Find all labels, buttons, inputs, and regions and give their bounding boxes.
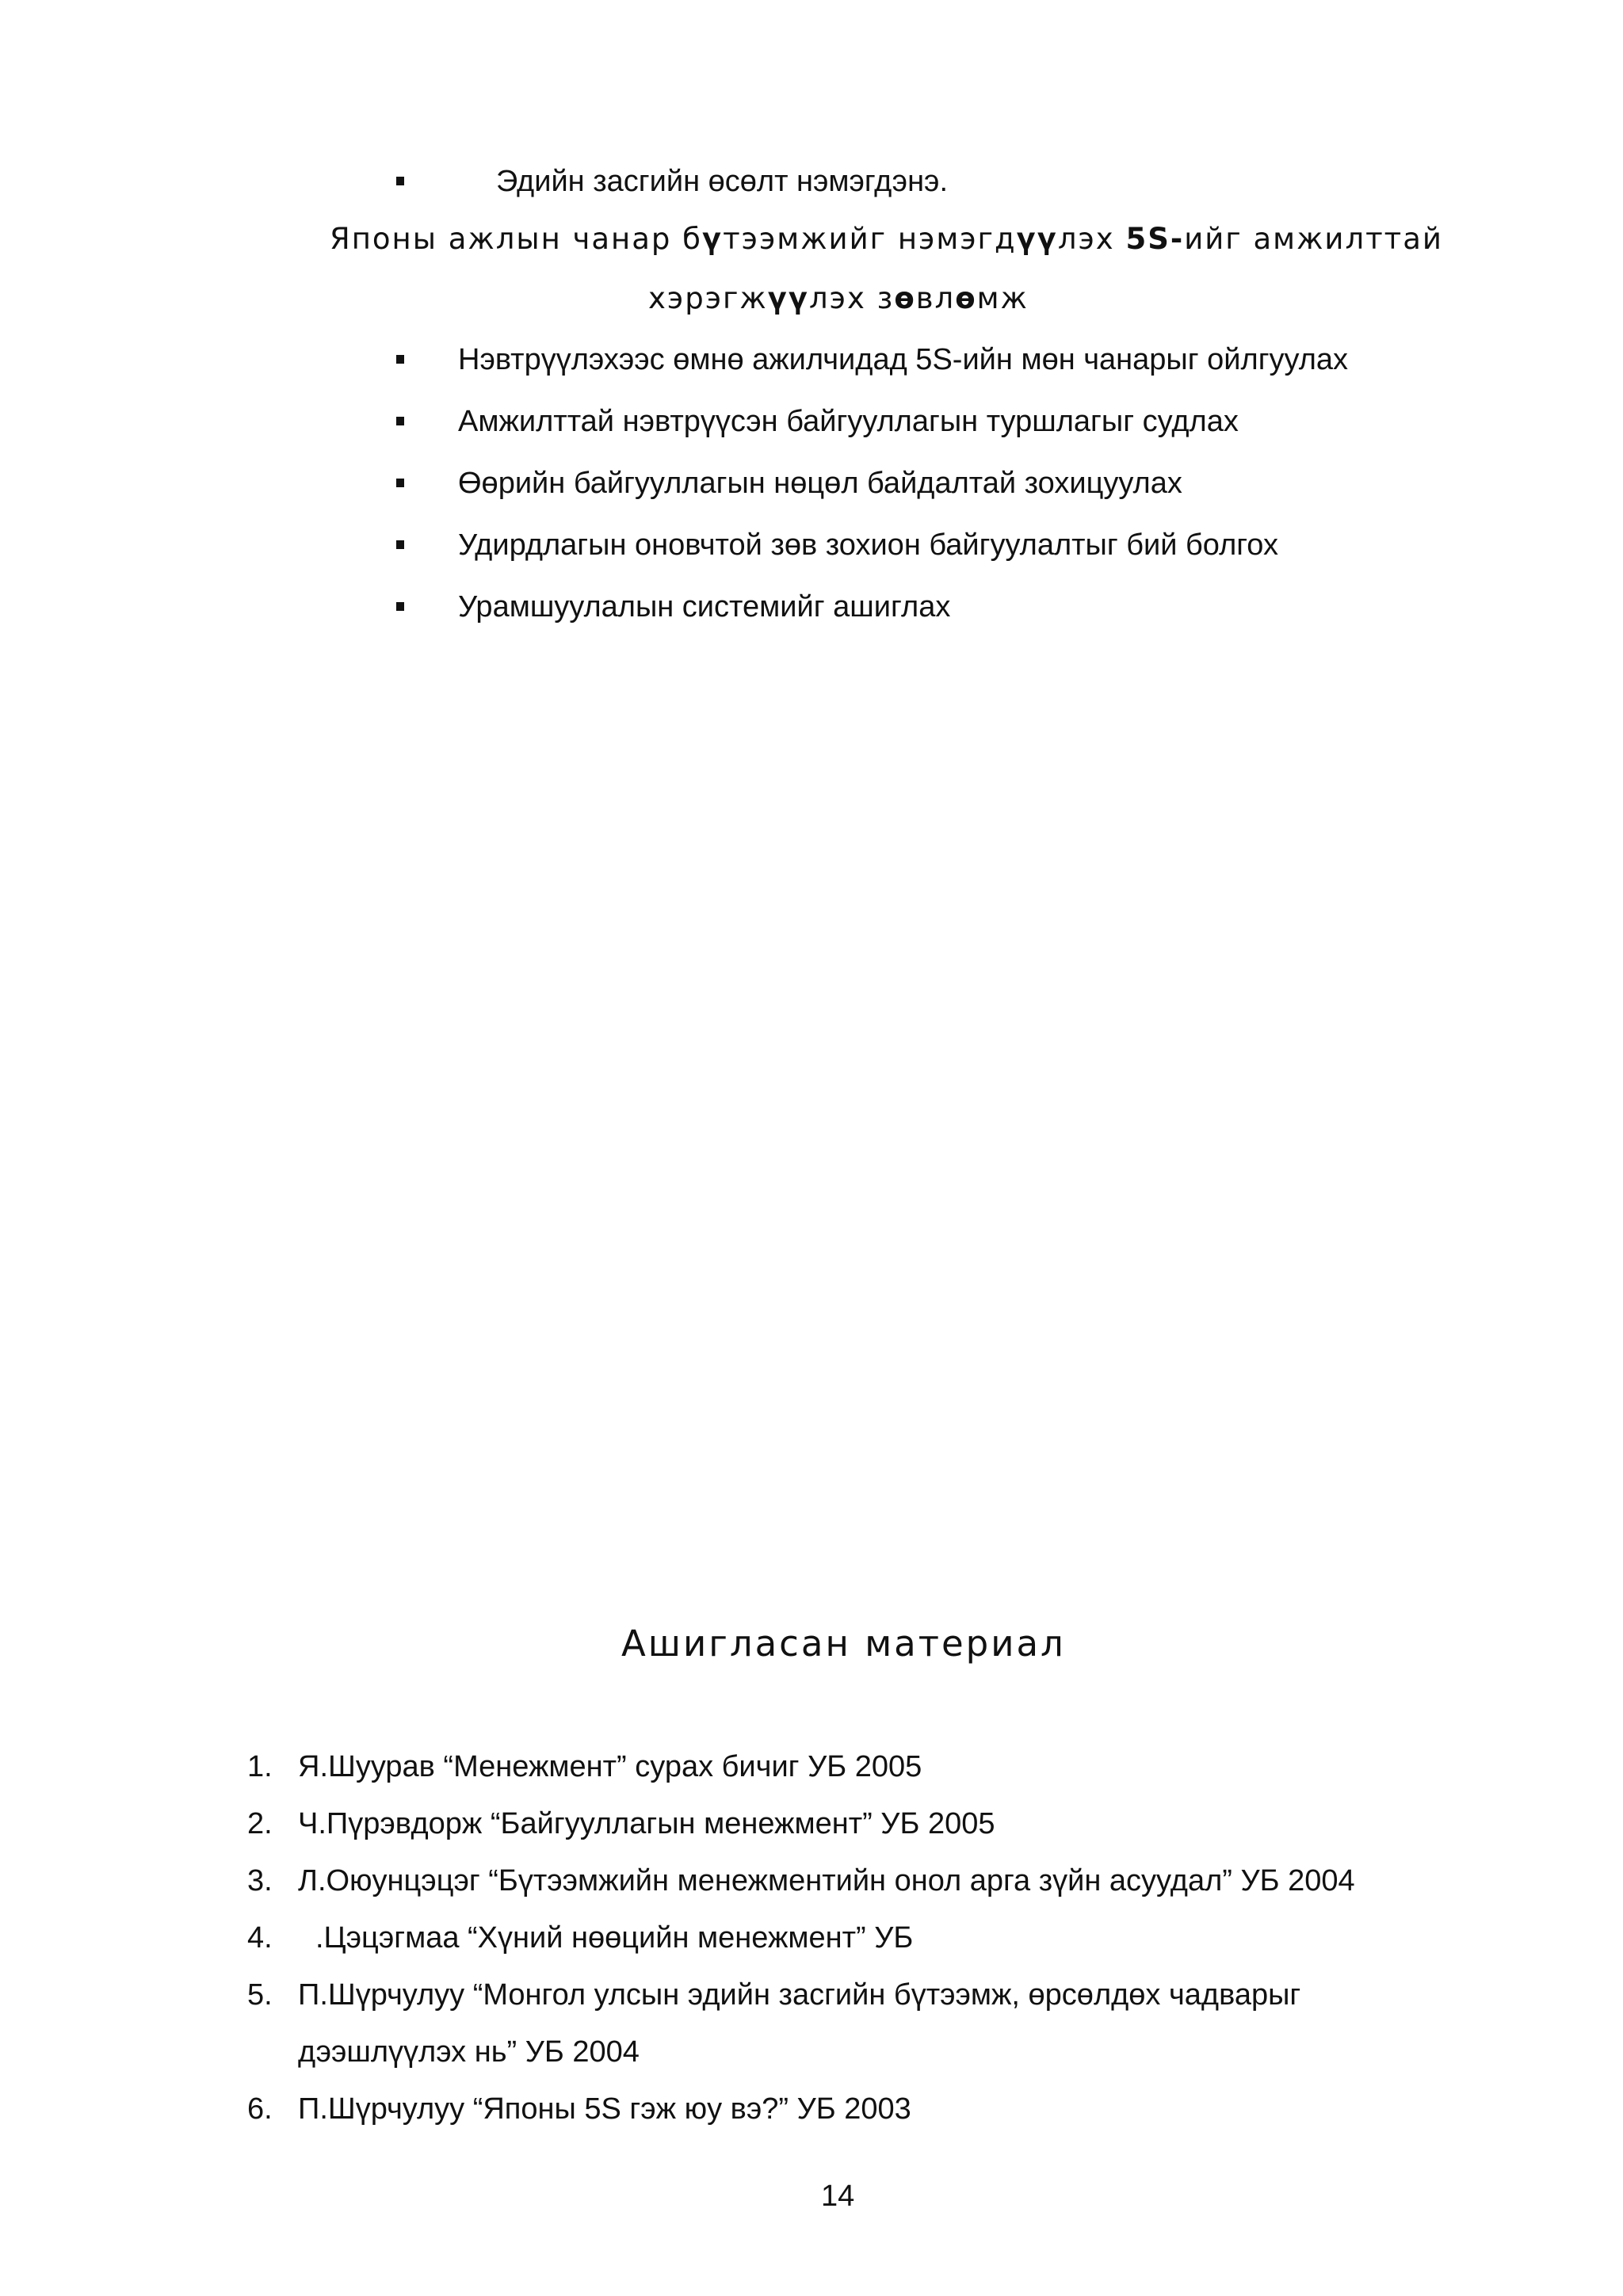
reference-number: 2. [247, 1807, 273, 1840]
list-item: Урамшуулалын системийг ашиглах [458, 590, 951, 624]
list-item: Нэвтрүүлэхээс өмнө ажилчидад 5S-ийн мөн чанарыг ойлгуулах [458, 343, 1349, 376]
heading-text-part: тээмжийг нэмэгд [723, 222, 1017, 256]
section-heading-line-1 [330, 222, 1443, 257]
top-bullet-text: Эдийн засгийн өсөлт нэмэгдэнэ. [496, 165, 948, 198]
heading-text-part: лэх з [809, 281, 895, 315]
heading-text-part: хэрэгж [648, 281, 768, 315]
references-title: Ашигласан материал [621, 1623, 1066, 1665]
bullet-square-icon [396, 355, 404, 364]
heading-text-part: үү [1016, 222, 1058, 256]
bullet-square-icon [396, 417, 404, 425]
heading-text-part: лэх [1057, 222, 1126, 256]
heading-text-part: Японы ажлын чанар б [330, 222, 702, 256]
heading-text-part: 5S- [1125, 222, 1185, 256]
reference-item-continuation: дээшлүүлэх нь” УБ 2004 [298, 2035, 640, 2069]
reference-number: 6. [247, 2092, 273, 2126]
bullet-square-icon [396, 602, 404, 611]
bullet-square-icon [396, 177, 404, 185]
reference-item: Л.Оюунцэцэг “Бүтээмжийн менежментийн онол арга зүйн асуудал” УБ 2004 [298, 1864, 1355, 1897]
section-heading-line-2 [648, 281, 1029, 316]
list-item: Амжилттай нэвтрүүсэн байгууллагын туршлагыг судлах [458, 405, 1239, 438]
reference-item: П.Шүрчулуу “Монгол улсын эдийн засгийн бүтээмж, өрсөлдөх чадварыг [298, 1978, 1301, 2012]
reference-number: 1. [247, 1750, 273, 1783]
reference-number: 3. [247, 1864, 273, 1897]
reference-number: 4. [247, 1921, 273, 1955]
reference-item: П.Шүрчулуу “Японы 5S гэж юу вэ?” УБ 2003 [298, 2092, 911, 2126]
heading-text-part: ө [955, 281, 977, 315]
list-item: Удирдлагын оновчтой зөв зохион байгуулалтыг бий болгох [458, 528, 1278, 562]
reference-item: .Цэцэгмаа “Хүний нөөцийн менежмент” УБ [315, 1921, 914, 1955]
bullet-square-icon [396, 479, 404, 487]
bullet-square-icon [396, 540, 404, 549]
reference-item: Я.Шуурав “Менежмент” сурах бичиг УБ 2005 [298, 1750, 922, 1783]
reference-item: Ч.Пүрэвдорж “Байгууллагын менежмент” УБ 2005 [298, 1807, 995, 1840]
heading-text-part: ө [894, 281, 916, 315]
heading-text-part: ү [702, 222, 724, 256]
heading-text-part: үү [767, 281, 810, 315]
page-number: 14 [821, 2180, 855, 2213]
list-item: Өөрийн байгууллагын нөцөл байдалтай зохицуулах [458, 467, 1182, 500]
heading-text-part: мж [976, 281, 1029, 315]
reference-number: 5. [247, 1978, 273, 2012]
heading-text-part: вл [915, 281, 956, 315]
heading-text-part: ийг амжилттай [1184, 222, 1443, 256]
